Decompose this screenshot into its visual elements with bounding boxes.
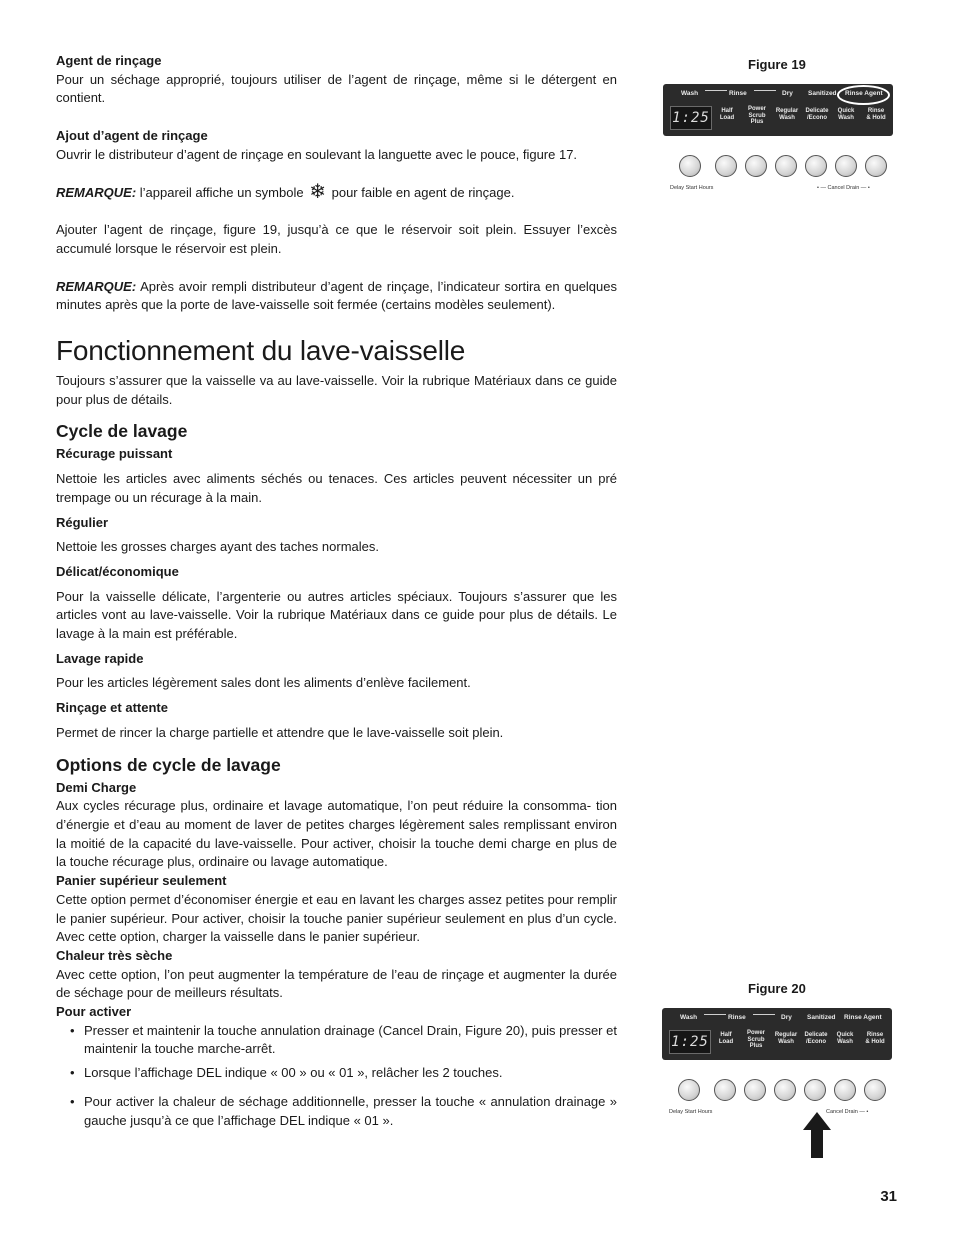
option-text: Avec cette option, l’on peut augmenter la température de l’eau de rinçage et augmenter la durée de séchage pour de meilleurs résultats.: [56, 966, 617, 1001]
panel-button[interactable]: [715, 155, 737, 177]
option-rinse-hold[interactable]: [860, 1032, 890, 1045]
status-dry: Dry: [782, 90, 793, 97]
list-item: • Lorsque l’affichage DEL indique « 00 » ou « 01 », relâcher les 2 touches.: [56, 1064, 617, 1083]
up-arrow-icon: [802, 1112, 832, 1158]
cancel-drain-text: Cancel Drain: [827, 185, 860, 191]
cycle-title: Récurage puissant: [56, 446, 173, 462]
cancel-drain-button[interactable]: [804, 1079, 826, 1101]
status-rinse-agent: Rinse Agent: [845, 90, 883, 97]
list-item: • Presser et maintenir la touche annulation drainage (Cancel Drain, Figure 20), puis presser et maintenir la touche marche-arrêt.: [56, 1022, 617, 1059]
button-row-figure-19: [663, 155, 893, 195]
list-item: • Pour activer la chaleur de séchage additionnelle, presser la touche « annulation drainage » gauche jusqu’à ce que l’affichage DEL indique « 01 ».: [56, 1093, 617, 1130]
panel-button[interactable]: [834, 1079, 856, 1101]
snowflake-icon: ❄: [309, 180, 326, 203]
status-sanitized: Sanitized: [808, 90, 837, 97]
cancel-drain-button[interactable]: [805, 155, 827, 177]
rinse-agent-text: Pour un séchage approprié, toujours utiliser de l’agent de rinçage, même si le détergent en contient.: [56, 71, 617, 106]
option-quick-wash[interactable]: [831, 108, 861, 121]
status-wash: Wash: [680, 1014, 698, 1021]
status-rinse: Rinse: [728, 1014, 746, 1021]
activate-title: Pour activer: [56, 1004, 132, 1020]
page-title: Fonctionnement du lave-vaisselle: [56, 335, 466, 367]
wash-options-heading: Options de cycle de lavage: [56, 754, 281, 775]
delay-start-label: Delay Start Hours: [669, 1109, 713, 1115]
status-rinse: Rinse: [729, 90, 747, 97]
panel-button[interactable]: [745, 155, 767, 177]
cycle-text: Pour la vaisselle délicate, l’argenterie ou autres articles spéciaux. Toujours s’assurer que les articles vont au lave-vaisselle. Voir la rubrique Matériaux dans ce guide pour plus de détails. Le lavage à la main est préférable.: [56, 588, 617, 642]
panel-button[interactable]: [679, 155, 701, 177]
note-low-rinse-agent: [56, 180, 617, 203]
cycle-title: Lavage rapide: [56, 650, 144, 666]
option-label: Quick Wash: [837, 108, 855, 121]
add-rinse-agent-text: Ajouter l’agent de rinçage, figure 19, jusqu’à ce que le réservoir soit plein. Essuyer l’excès accumulé lorsque le réservoir est plein.: [56, 222, 617, 256]
arrow-icon: [754, 90, 776, 91]
status-dry: Dry: [781, 1014, 792, 1021]
button-row-figure-20: [662, 1079, 892, 1119]
option-power-scrub[interactable]: [741, 1030, 771, 1050]
cycle-title: Délicat/économique: [56, 563, 179, 579]
led-display: 1:25: [669, 1030, 711, 1054]
highlight-ring: [837, 85, 890, 105]
option-label: Quick Wash: [836, 1032, 854, 1045]
led-display: 1:25: [670, 106, 712, 130]
figure-20-caption: Figure 20: [748, 981, 806, 996]
cycle-title: Régulier: [56, 514, 109, 530]
option-label: Power Scrub Plus: [746, 1030, 765, 1049]
option-power-scrub[interactable]: [742, 106, 772, 126]
panel-button[interactable]: [835, 155, 857, 177]
option-label: Half Load: [719, 108, 735, 121]
rinse-agent-heading: Agent de rinçage: [56, 53, 162, 68]
cycle-text: Permet de rincer la charge partielle et attendre que le lave-vaisselle soit plein.: [56, 724, 504, 740]
cycle-title: Rinçage et attente: [56, 700, 168, 716]
note-indicator-text: Après avoir rempli distributeur d’agent de rinçage, l’indicateur sortira en quelques minutes après que la porte de lave-vaisselle soit fermée (certains modèles seulement).: [56, 278, 617, 313]
panel-button[interactable]: [744, 1079, 766, 1101]
panel-button[interactable]: [865, 155, 887, 177]
control-panel-figure-19: [663, 84, 893, 136]
option-label: Regular Wash: [775, 108, 799, 121]
panel-button[interactable]: [775, 155, 797, 177]
note-label: REMARQUE:: [56, 278, 137, 294]
option-title: Panier supérieur seulement: [56, 873, 227, 889]
adding-rinse-agent-text: Ouvrir le distributeur d’agent de rinçage en soulevant la languette avec le pouce, figure 17.: [56, 146, 578, 162]
cancel-drain-text: Cancel Drain: [826, 1109, 858, 1115]
cycle-text: Nettoie les articles avec aliments séchés ou tenaces. Ces articles peuvent nécessiter un pré trempage ou un récurage à la main.: [56, 471, 617, 505]
note-text-before: l’appareil affiche un symbole: [136, 184, 304, 200]
option-title: Chaleur très sèche: [56, 947, 173, 963]
note-indicator: [56, 278, 617, 315]
option-regular-wash[interactable]: [771, 1032, 801, 1045]
adding-rinse-agent-heading: Ajout d’agent de rinçage: [56, 128, 208, 144]
status-wash: Wash: [681, 90, 699, 97]
option-half-load[interactable]: [711, 1032, 741, 1045]
option-label: Delicate /Econo: [805, 108, 829, 121]
note-label: REMARQUE:: [56, 184, 137, 200]
arrow-icon: [705, 90, 727, 91]
option-delicate-econo[interactable]: [802, 108, 832, 121]
cycle-text: Nettoie les grosses charges ayant des taches normales.: [56, 539, 380, 555]
panel-button[interactable]: [774, 1079, 796, 1101]
option-delicate-econo[interactable]: [801, 1032, 831, 1045]
option-label: Rinse & Hold: [866, 108, 886, 121]
status-row: [670, 1014, 884, 1026]
delay-start-label: Delay Start Hours: [670, 185, 714, 191]
option-label: Rinse & Hold: [865, 1032, 885, 1045]
cancel-drain-label: Cancel Drain — •: [826, 1109, 869, 1115]
activate-steps: [56, 1022, 617, 1131]
control-panel-figure-20: [662, 1008, 892, 1060]
arrow-icon: [704, 1014, 726, 1015]
cancel-drain-label: • — Cancel Drain — •: [817, 185, 870, 191]
option-text: Cette option permet d’économiser énergie et eau en lavant les charges assez petites pour remplir le panier supérieur. Pour activer, choisir la touche panier supérieur seulement en plus d’un cycle. Avec cette option, charger la vaisselle dans le panier supérieur.: [56, 891, 617, 945]
status-rinse-agent: Rinse Agent: [844, 1014, 882, 1021]
option-rinse-hold[interactable]: [861, 108, 891, 121]
page-number: 31: [880, 1188, 897, 1205]
option-label: Half Load: [718, 1032, 734, 1045]
main-column: [56, 52, 617, 1135]
arrow-icon: [753, 1014, 775, 1015]
wash-cycle-heading: Cycle de lavage: [56, 421, 188, 442]
option-text: Aux cycles récurage plus, ordinaire et lavage automatique, l’on peut réduire la consomma- tion d’énergie et d’eau au moment de laver de petites charges légèrement sales remplissant environ la moitié de la capacité du lave-vaisselle. Pour activer, choisir la touche demi charge en plus de la touche récurage plus, ordinaire ou lavage automatique.: [56, 798, 617, 870]
panel-button[interactable]: [714, 1079, 736, 1101]
figure-19-caption: Figure 19: [748, 57, 806, 72]
panel-button[interactable]: [864, 1079, 886, 1101]
cycle-text: Pour les articles légèrement sales dont les aliments d’enlève facilement.: [56, 675, 471, 691]
option-label: Regular Wash: [774, 1032, 798, 1045]
option-label: Delicate /Econo: [804, 1032, 828, 1045]
option-label: Power Scrub Plus: [747, 106, 766, 125]
option-quick-wash[interactable]: [830, 1032, 860, 1045]
panel-button[interactable]: [678, 1079, 700, 1101]
status-sanitized: Sanitized: [807, 1014, 836, 1021]
option-regular-wash[interactable]: [772, 108, 802, 121]
option-half-load[interactable]: [712, 108, 742, 121]
note-text-after: pour faible en agent de rinçage.: [331, 184, 515, 200]
operation-intro: Toujours s’assurer que la vaisselle va au lave-vaisselle. Voir la rubrique Matériaux dans ce guide pour plus de détails.: [56, 373, 617, 407]
option-title: Demi Charge: [56, 779, 137, 795]
